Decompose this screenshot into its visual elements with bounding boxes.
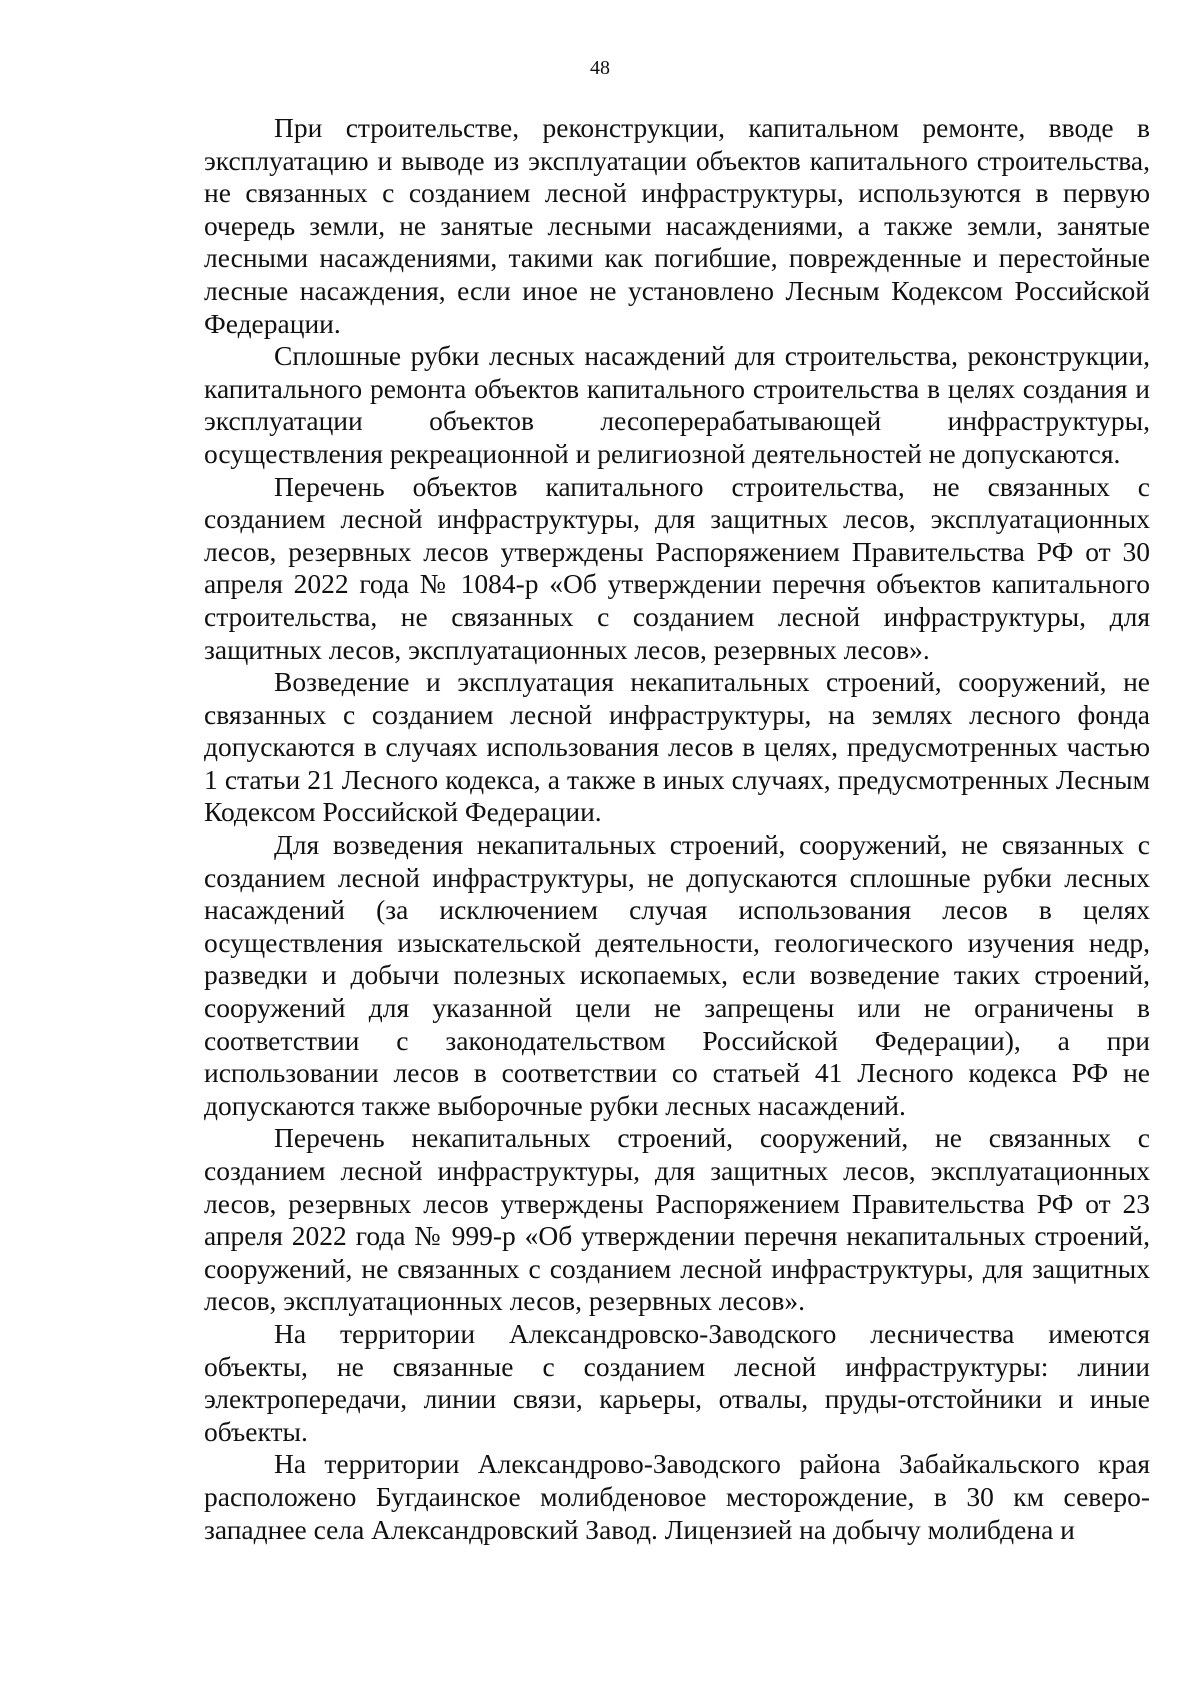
paragraph: Перечень объектов капитального строительства, не связанных с созданием лесной инфраструктуры, для защитных лесов, эксплуатационных лесов, резервных лесов утверждены Распоряжением Правительства РФ от 30 апреля 2022 года № 1084-р «Об утверждении перечня объектов капитального строительства, не связанных с созданием лесной инфраструктуры, для защитных лесов, эксплуатационных лесов, резервных лесов». bbox=[204, 470, 1150, 665]
paragraph: На территории Александрово-Заводского района Забайкальского края расположено Бугдаинское молибденовое месторождение, в 30 км северо-западнее села Александровский Завод. Лицензией на добычу молибдена и bbox=[204, 1448, 1150, 1545]
paragraph: При строительстве, реконструкции, капитальном ремонте, вводе в эксплуатацию и выводе из эксплуатации объектов капитального строительства, не связанных с созданием лесной инфраструктуры, используются в первую очередь земли, не занятые лесными насаждениями, а также земли, занятые лесными насаждениями, такими как погибшие, поврежденные и перестойные лесные насаждения, если иное не установлено Лесным Кодексом Российской Федерации. bbox=[204, 112, 1150, 339]
document-body bbox=[204, 112, 1150, 1546]
paragraph: На территории Александровско-Заводского лесничества имеются объекты, не связанные с созданием лесной инфраструктуры: линии электропередачи, линии связи, карьеры, отвалы, пруды-отстойники и иные объекты. bbox=[204, 1317, 1150, 1447]
paragraph: Для возведения некапитальных строений, сооружений, не связанных с созданием лесной инфраструктуры, не допускаются сплошные рубки лесных насаждений (за исключением случая использования лесов в целях осуществления изыскательской деятельности, геологического изучения недр, разведки и добычи полезных ископаемых, если возведение таких строений, сооружений для указанной цели не запрещены или не ограничены в соответствии с законодательством Российской Федерации), а при использовании лесов в соответствии со статьей 41 Лесного кодекса РФ не допускаются также выборочные рубки лесных насаждений. bbox=[204, 829, 1150, 1121]
paragraph: Сплошные рубки лесных насаждений для строительства, реконструкции, капитального ремонта объектов капитального строительства в целях создания и эксплуатации объектов лесоперерабатывающей инфраструктуры, осуществления рекреационной и религиозной деятельностей не допускаются. bbox=[204, 340, 1150, 469]
paragraph: Перечень некапитальных строений, сооружений, не связанных с созданием лесной инфраструктуры, для защитных лесов, эксплуатационных лесов, резервных лесов утверждены Распоряжением Правительства РФ от 23 апреля 2022 года № 999-р «Об утверждении перечня некапитальных строений, сооружений, не связанных с созданием лесной инфраструктуры, для защитных лесов, эксплуатационных лесов, резервных лесов». bbox=[204, 1122, 1150, 1317]
paragraph: Возведение и эксплуатация некапитальных строений, сооружений, не связанных с созданием лесной инфраструктуры, на землях лесного фонда допускаются в случаях использования лесов в целях, предусмотренных частью 1 статьи 21 Лесного кодекса, а также в иных случаях, предусмотренных Лесным Кодексом Российской Федерации. bbox=[204, 666, 1150, 828]
page-number: 48 bbox=[590, 57, 610, 79]
